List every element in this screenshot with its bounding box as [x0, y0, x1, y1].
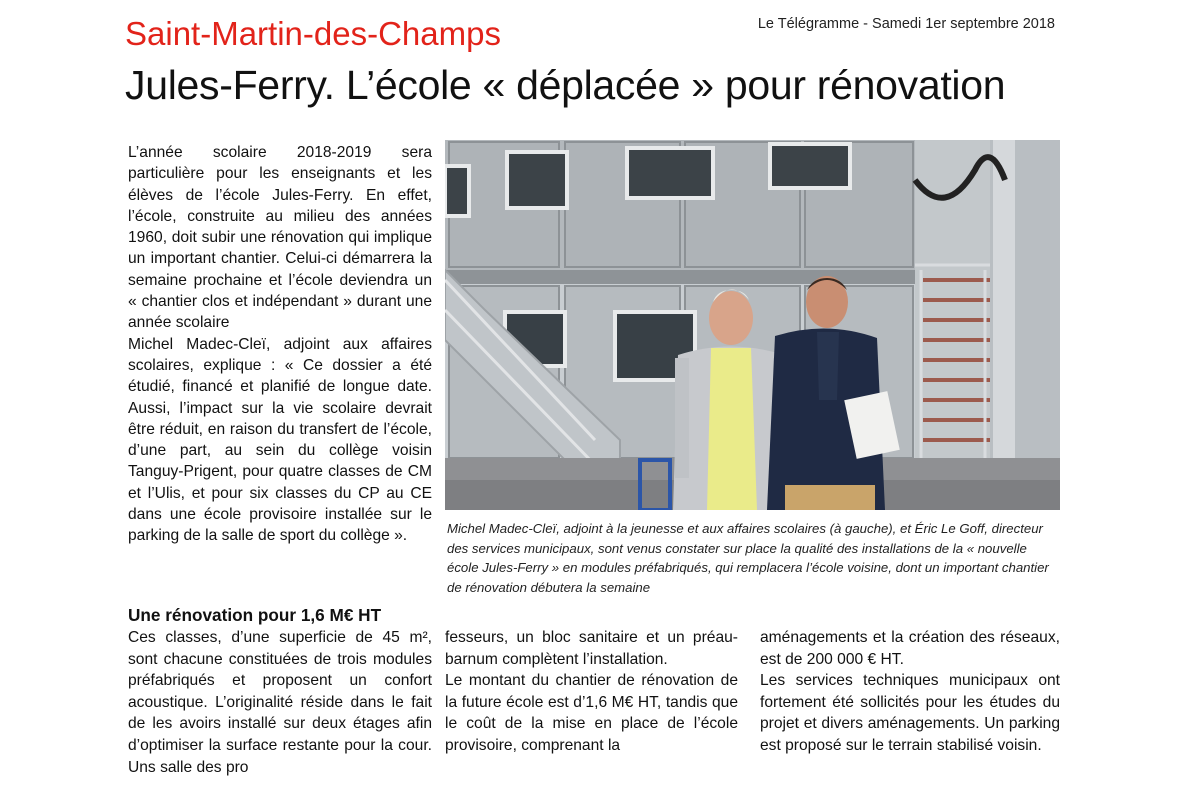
photo-caption: Michel Madec-Cleï, adjoint à la jeunesse et aux affaires scolaires (à gauche), et Éric Le Goff, directeur des services municipaux, sont venus constater sur place la qualité des installations de la « nouvelle école Jules-Ferry » en modules préfabriqués, qui remplacera l’école voisine, dont un important chantier de rénovation débutera la semaine — [447, 521, 1049, 595]
photo-illustration — [445, 140, 1060, 510]
body-column-1 — [128, 627, 432, 778]
body-paragraph: fesseurs, un bloc sanitaire et un préau-barnum complètent l’installation. — [445, 629, 738, 668]
body-paragraph: Le montant du chantier de rénovation de la future école est d’1,6 M€ HT, tandis que le coût de la mise en place de l’école provisoire, comprenant la — [445, 672, 738, 754]
body-column-3 — [760, 627, 1060, 757]
article-dateline: Le Télégramme - Samedi 1er septembre 2018 — [757, 16, 1055, 32]
article-photo — [445, 140, 1060, 510]
body-column-2 — [445, 627, 738, 757]
article-location: Saint-Martin-des-Champs — [125, 15, 501, 52]
body-paragraph: Les services techniques municipaux ont fortement été sollicités pour les études du projet et divers aménagements. Un parking est proposé sur le terrain stabilisé voisin. — [760, 672, 1060, 754]
lead-paragraph: L’année scolaire 2018-2019 sera particulière pour les enseignants et les élèves de l’école Jules-Ferry. En effet, l’école, construite au milieu des années 1960, doit subir une rénovation qui implique un important chantier. Celui-ci démarrera la semaine prochaine et l’école deviendra un « chantier clos et indépendant » durant une année scolaire — [128, 144, 432, 332]
section-subhead: Une rénovation pour 1,6 M€ HT — [128, 605, 382, 625]
article-headline: Jules-Ferry. L’école « déplacée » pour rénovation — [125, 62, 1006, 108]
body-paragraph: Ces classes, d’une superficie de 45 m², sont chacune constituées de trois modules préfabriqués et proposent un confort acoustique. L’originalité réside dans le fait de les avoirs installé sur deux étages afin d’optimiser la surface restante pour la cour. Uns salle des pro — [128, 629, 432, 776]
body-paragraph: aménagements et la création des réseaux, est de 200 000 € HT. — [760, 629, 1060, 668]
article-lead — [128, 142, 432, 547]
lead-paragraph: Michel Madec-Cleï, adjoint aux affaires scolaires, explique : « Ce dossier a été étudié, financé et planifié de longue date. Aussi, l’impact sur la vie scolaire devrait être réduit, en raison du transfert de l’école, d’une part, au sein du collège voisin Tanguy-Prigent, pour quatre classes de CM et l’Ulis, et pour six classes du CP au CE dans une école provisoire installée sur le parking de la salle de sport du collège ». — [128, 335, 432, 545]
